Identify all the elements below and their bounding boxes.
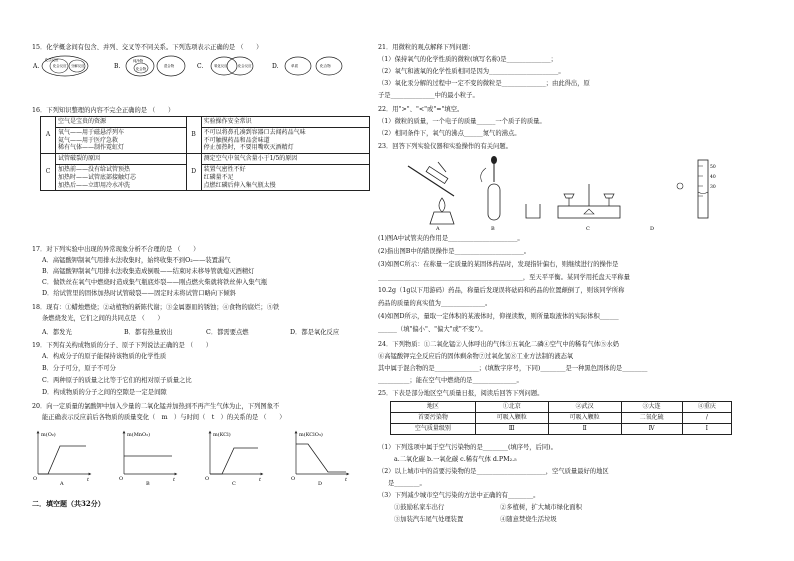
q15-option-b[interactable] <box>114 56 185 76</box>
table-row: 地区 ①北京 ②武汉 ③大连 ④重庆 <box>391 402 732 413</box>
q16-a-body: 氧气——用于磁悬浮列车 氦气——用于医疗急救 稀有气体——制作霓虹灯 <box>56 127 187 153</box>
q17-option-d[interactable]: D．给试管里的固体加热时试管破裂——固定时未将试管口略向下倾斜 <box>42 290 236 297</box>
q15-c-2: 化合反应 <box>238 64 252 68</box>
q20-d-t: t <box>345 477 348 483</box>
q15-b-3: 化合物 <box>136 67 147 71</box>
q15-option-c[interactable] <box>197 57 253 75</box>
q20-b-label: m(MnO₂) <box>127 432 151 438</box>
q15-d-letter: D. <box>272 63 279 70</box>
q20-graphs <box>32 428 370 486</box>
q15-d-2: 化合物 <box>320 64 331 68</box>
q20-c-origin: O <box>205 476 210 482</box>
q16-label-c: C <box>41 154 56 191</box>
q23-line1[interactable]: (1)图A中试管夹的作用是______________________。 <box>378 235 524 242</box>
q17-option-a[interactable]: A．高锰酸钾制氧气用排水法收集时，始终收集不到O₂——装置漏气 <box>42 257 231 264</box>
q15-a-inner2: 分解反应 <box>71 64 85 68</box>
q20-line1: 20．向一定质量的氯酸钾中加入少量的二氧化锰并加热到不再产生气体为止，下列图象不 <box>32 403 280 410</box>
q23-line8[interactable]: ______（填"偏小"、"偏大"或"不变"）。 <box>378 326 487 333</box>
q20-c-label: m(KCl) <box>213 432 231 438</box>
q18-option-b[interactable]: B．都有热量放出 <box>124 329 173 336</box>
q15-option-a[interactable] <box>32 56 88 76</box>
q20-c-letter: C <box>232 481 236 486</box>
q20-b-letter: B <box>146 481 150 486</box>
q15-a-inner1: 化合反应 <box>53 64 67 68</box>
q25-option-2[interactable]: ②多植树，扩大城市绿化面积 <box>500 504 582 511</box>
q24-line3[interactable]: 其中属于混合物的是______________；(填数字序号，下同)________是一种黑色固体的是________ <box>378 365 648 372</box>
q20-d-label: m(KClO₃) <box>299 432 323 438</box>
q19-option-a[interactable]: A．构成分子的原子能保持该物质的化学性质 <box>42 353 167 360</box>
q18-line1: 18．现有：①蜡烛燃烧；②动植物的新陈代谢；③金属器皿的锈蚀；④食物的腐烂；⑤铁 <box>32 304 280 311</box>
q21-line1: 21．用微粒的观点解释下列问题： <box>378 44 475 51</box>
table-row: 首要污染物 可吸入颗粒 可吸入颗粒 二氧化硫 / <box>391 413 732 424</box>
q23-fig-d-letter: D <box>650 226 655 230</box>
q20-graph-c[interactable] <box>205 431 262 486</box>
q20-line2: 能正确表示反应前后各物质的质量变化（ m ）与时间（ t ）的关系的是 （ ） <box>42 414 286 421</box>
q17-stem: 17．对下列实验中出现的异常现象分析不合理的是 （ ） <box>32 246 200 253</box>
q22-line1: 22．用">"、"<"或"="填空。 <box>378 106 464 113</box>
q15-c-letter: C. <box>197 63 204 70</box>
q16-b-head: 实验操作安全常识 <box>201 117 369 128</box>
q20-a-label: m(O₂) <box>41 432 56 438</box>
q15-a-letter: A. <box>33 63 40 70</box>
q15-b-1: 纯净物 <box>133 59 144 63</box>
q15-c-1: 氧化反应 <box>214 64 228 68</box>
q25-line5[interactable]: （3）下列减少城市空气污染的方法中正确的有________。 <box>378 492 540 499</box>
q25-option-1[interactable]: ①鼓励私家车出行 <box>394 504 445 511</box>
q18-line2: 条燃烧发光，它们之间的共同点是 （ ） <box>42 315 164 322</box>
q15-b-2: 混合物 <box>164 64 175 68</box>
q17-option-b[interactable]: B．高锰酸钾制氧气用排水法收集造成倒吸——结束时未移导管就熄灭酒精灯 <box>42 268 255 275</box>
q23-scale-50: 50 <box>710 165 716 170</box>
q20-graph-a[interactable] <box>33 431 90 486</box>
q21-line2[interactable]: （1）保持氧气的化学性质的微粒(填写名称)是______________； <box>378 56 557 63</box>
section-fill-in-title: 二．填空题（共32分） <box>32 499 105 508</box>
q17-option-c[interactable]: C．做铁丝在氧气中燃烧时造成集气瓶底炸裂——刚点燃火柴就将铁丝伸入集气瓶 <box>42 279 268 286</box>
q16-d-body: 装置气密性不好 红磷量不足 点燃红磷后伸入集气瓶太慢 <box>201 164 369 190</box>
q23-fig-b-letter: B <box>491 226 495 230</box>
q19-option-c[interactable]: C．两种原子的质量之比等于它们的相对原子质量之比 <box>42 377 192 384</box>
q23-scale-30: 30 <box>710 185 716 190</box>
q23-line3[interactable]: (3)如图C所示：在称量一定质量的某固体药品时，发现指针偏右，则继续进行的操作是 <box>378 261 619 268</box>
q16-c-body: 加热前——没有给试管预热 加热时——试管底部接触灯芯 加热后——立即用冷水冲洗 <box>56 164 187 190</box>
q24-line2: ⑥高锰酸钾完全反应后的固体剩余物⑦过氧化氢⑧工业方法制的液态氧 <box>378 353 574 360</box>
q25-line3[interactable]: （2）以上城市中的首要污染物的是______________________，空气质量最好的地区 <box>378 468 609 475</box>
q20-d-letter: D <box>318 481 323 486</box>
q21-line4[interactable]: （3）氧化汞分解的过程中一定不变的微粒是______________；由此得出，原 <box>378 80 590 87</box>
q23-line5[interactable]: 10.2g（1g以下用游码）药品，称量后发现误将砝码和药品的位置颠倒了，则该同学所称 <box>378 287 625 294</box>
q19-option-d[interactable]: D．构成物质的分子之间的空隙是一定是间隙 <box>42 389 167 396</box>
q23-fig-a <box>408 162 454 230</box>
q23-line4[interactable]: ______________________________________________，至天平平衡。某同学用托盘天平称量 <box>378 274 630 281</box>
table-row: 空气质量级别 Ⅲ Ⅱ Ⅳ Ⅰ <box>391 424 732 435</box>
q15-stem: 15．化学概念间有包含、并列、交叉等不同关系。下列选项表示正确的是 （ ） <box>32 44 263 51</box>
q25-option-3[interactable]: ③加装汽车尾气处理装置 <box>394 516 464 523</box>
q20-a-letter: A <box>60 481 64 486</box>
q18-option-d[interactable]: D．都是氧化反应 <box>290 329 340 336</box>
q15-b-letter: B. <box>114 63 121 70</box>
q18-option-a[interactable]: A．都发光 <box>42 329 72 336</box>
q16-label-a: A <box>41 117 56 154</box>
q20-graph-d[interactable] <box>291 431 348 486</box>
q18-option-c[interactable]: C．都需要点燃 <box>206 329 249 336</box>
q16-a-head: 空气是宝贵的资源 <box>56 117 187 128</box>
q25-option-4[interactable]: ④随意焚烧生活垃圾 <box>500 516 557 523</box>
q23-line7[interactable]: (4)如图D所示，量取一定体积的某液体时，仰视读数，则所量取液体的实际体积______ <box>378 313 619 320</box>
q23-stem: 23．回答下列实验仪器和实验操作的有关问题。 <box>378 143 512 150</box>
q23-apparatus-figure <box>398 154 738 230</box>
q22-line2[interactable]: （1）微粒的质量，一个电子的质量______一个质子的质量。 <box>378 118 546 125</box>
q23-line2[interactable]: (2)指出图B中的错误操作是______________________。 <box>378 248 531 255</box>
q20-a-origin: O <box>33 476 38 482</box>
q20-graph-b[interactable] <box>119 431 176 486</box>
q15-d-1: 单质 <box>291 64 299 68</box>
q25-stem: 25．下表是部分地区空气质量日报，阅读后回答下列问题。 <box>378 390 544 397</box>
q16-d-head: 测定空气中氧气含量小于1/5的原因 <box>201 154 369 165</box>
q16-stem: 16．下列知识整理的内容不完全正确的是 （ ） <box>32 107 175 114</box>
q25-air-quality-table <box>390 401 732 435</box>
q21-line5[interactable]: 子是______________中的最小粒子。 <box>378 92 479 99</box>
q16-table <box>40 116 370 191</box>
q23-fig-d <box>650 160 716 230</box>
q24-line1: 24．下列物质：①二氧化锰②人体呼出的气体③五氧化二磷④空气中的稀有气体⑤水奶 <box>378 341 619 348</box>
q15-option-d[interactable] <box>272 57 342 75</box>
q23-scale-40: 40 <box>710 175 716 180</box>
q23-fig-b <box>481 156 500 230</box>
q23-fig-c-letter: C <box>586 226 590 230</box>
q20-b-origin: O <box>119 476 124 482</box>
q23-small-beaker <box>526 204 540 218</box>
q20-c-t: t <box>259 477 262 483</box>
q22-line3[interactable]: （2）相同条件下，氧气的沸点______氮气的沸点。 <box>378 130 521 137</box>
q15-a-outer: 化学反应 <box>45 58 59 62</box>
q20-b-t: t <box>173 477 176 483</box>
q16-b-body: 不可以将鼻孔凑到容器口去闻药品气味 不可触摸药品和品尝味道 停止加热时，不要用嘴吹灭酒精灯 <box>201 127 369 153</box>
q24-line4[interactable]: __________；能在空气中燃烧的是______________。 <box>378 377 523 384</box>
q16-c-head: 试管破裂的原因 <box>56 154 187 165</box>
q25-line4[interactable]: 是________。 <box>388 480 426 487</box>
q20-a-t: t <box>87 477 90 483</box>
q25-line1[interactable]: （1）下列选项中属于空气污染物的是________(填序号，后同)。 <box>378 444 557 451</box>
q16-label-b: B <box>186 117 201 154</box>
q25-line2: a.二氧化碳 b.一氧化碳 c.稀有气体 d.PM₂.₅ <box>394 456 517 463</box>
q19-stem: 19．下列有关构成物质的分子、原子下列说法正确的是 （ ） <box>32 342 213 349</box>
q23-fig-c <box>558 184 620 230</box>
q16-label-d: D <box>186 154 201 191</box>
q21-line3[interactable]: （2）氧气和液氧的化学性质相同是因为______________________。 <box>378 68 565 75</box>
q23-fig-a-letter: A <box>436 226 440 230</box>
q15-venn-diagrams <box>32 55 370 77</box>
q23-line6[interactable]: 药品的质量的真实值为______________。 <box>378 300 492 307</box>
q20-d-origin: O <box>291 476 296 482</box>
q19-option-b[interactable]: B．分子可分，原子不可分 <box>42 365 116 372</box>
